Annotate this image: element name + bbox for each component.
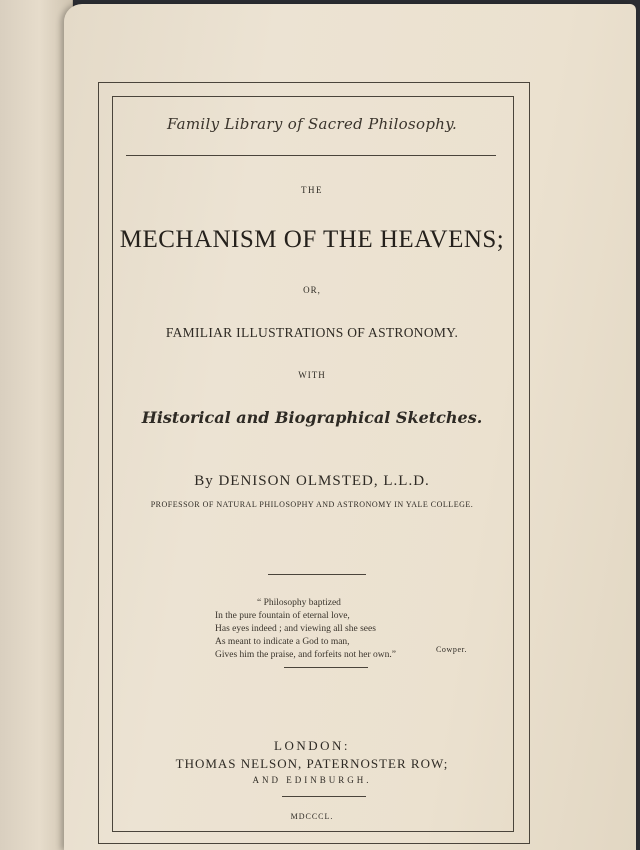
- book-subtitle-sketches: Historical and Biographical Sketches.: [141, 408, 483, 427]
- epigraph-top-rule: [268, 574, 366, 575]
- series-heading: Family Library of Sacred Philosophy.: [166, 115, 458, 133]
- imprint-date: MDCCCL.: [290, 812, 334, 821]
- title-conjunction: OR,: [303, 285, 321, 295]
- author-credentials: PROFESSOR OF NATURAL PHILOSOPHY AND ASTRONOMY IN YALE COLLEGE.: [150, 500, 474, 509]
- epigraph-bottom-rule: [284, 667, 368, 668]
- book-subtitle: FAMILIAR ILLUSTRATIONS OF ASTRONOMY.: [165, 325, 459, 340]
- epigraph-line: In the pure fountain of eternal love,: [215, 611, 350, 621]
- epigraph-line: Has eyes indeed ; and viewing all she sees: [215, 624, 376, 634]
- epigraph-line: “ Philosophy baptized: [257, 598, 341, 608]
- epigraph-attribution: Cowper.: [436, 645, 468, 654]
- epigraph-line: Gives him the praise, and forfeits not her own.”: [215, 650, 396, 660]
- imprint-publisher: THOMAS NELSON, PATERNOSTER ROW;: [175, 756, 449, 771]
- epigraph-line: As meant to indicate a God to man,: [215, 637, 350, 647]
- author-line: By DENISON OLMSTED, L.L.D.: [194, 473, 430, 489]
- facing-page-edge: [0, 0, 73, 850]
- series-rule: [126, 155, 496, 156]
- title-article: THE: [301, 185, 323, 195]
- imprint-city-secondary: AND EDINBURGH.: [252, 775, 372, 785]
- imprint-rule: [282, 796, 366, 797]
- imprint-city: LONDON:: [274, 738, 350, 753]
- subtitle-connector: WITH: [298, 370, 326, 380]
- inner-border-frame: [112, 96, 514, 832]
- book-title: MECHANISM OF THE HEAVENS;: [119, 226, 505, 253]
